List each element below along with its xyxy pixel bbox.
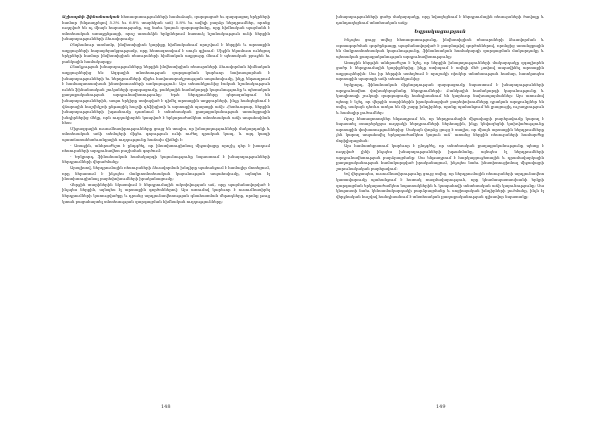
right-page	[300, 0, 600, 424]
paragraph: - Առաջին, անհրաժեշտ է ընդգծել, որ ինստիտուցիոնալ միջավայրը որոշիչ դեր է խաղում ռեսուրսների արդյունավետ բաշխման գործում:	[62, 142, 270, 154]
paragraph: - Երկրորդ, ֆինանսական համակարգի կայունությունը նպաստում է խնայողությունների ներդրումների վերածմանը:	[62, 153, 270, 165]
paragraph: Ընդհանուր առմամբ, ինվեստիցիոն կարիքը հիմնականում որոշվում է ներքին և արտաքին աղբյուրների հարաբերակցությամբ, որը հետազոտվում է սույն գլխում: Միջին եկամուտ ունեցող երկրների համար ինվեստիցիոն ռեսուրսների հիմնական աղբյուրը մնում է պետական բյուջեն եւ բանկային համակարգը:	[62, 41, 270, 64]
paragraph: Այսպիսով, ներդրումային ռեսուրսների ձեւավորման խնդիրը պահանջում է համալիր մոտեցում, որը ներառում է ինչպես մակրոտնտեսական կայունության ապահովումը, այնպես էլ ինստիտուցիոնալ բարեփոխումների իրականացումը:	[62, 165, 270, 182]
paragraph: Միջազգային ուսումնասիրությունները ցույց են տալիս, որ խնայողությունների մակարդակի և տնտեսական աճի տեմպերի միջեւ գոյություն ունի ուժեղ դրական կապ, և այդ կապի պատճառահետեւանքային ուղղությունը հաճախ վիճելի է:	[62, 125, 270, 143]
paragraph: Ինչպես ցույց տվեց հետազոտությունը, ինվեստիցիոն ռեսուրսների ձեւավորման և օգտագործման գործընթացը պայմանավորված է բազմաթիվ գործոններով, որոնցից առանցքային են մակրոտնտեսական կայունությունը, ֆինանսական համակարգի զարգացման մակարդակը և պետական քաղաքականության արդյունավետությունը:	[336, 37, 544, 59]
paragraph: Վերջին տարիներին նկատվում է ներդրումային ակտիվության աճ, որը պայմանավորված է ինչպես ներքին, այնպես էլ արտաքին գործոններով: Այս առումով կարեւոր է ուսումնասիրել ներդրումների կառուցվածքը և դրանց արդյունավետության գնահատման մեթոդները, որոնք թույլ կտան բացահայտել տնտեսության զարգացման հիմնական ուղղությունները:	[62, 181, 270, 204]
paragraph: խնայողությունների ցածր մակարդակը, որը նվազեցնում է ներդրումային ռեսուրսների ծավալը և դանդաղեցնում տնտեսական աճը:	[336, 14, 544, 25]
paragraph: Այս համատեքստում կարեւոր է ընդգծել, որ տնտեսական քաղաքականությունը պետք է ուղղված լինի ինչպես խնայողությունների խթանմանը, այնպես էլ ներդրումների արդյունավետության բարձրացմանը: Սա ենթադրում է հարկաբյուջետային և դրամավարկային քաղաքականության համակարգված իրականացում, ինչպես նաեւ ինստիտուցիոնալ միջավայրի շարունակական բարելավում:	[336, 143, 544, 171]
paragraph-lead: Աշխարհի ֆինանսական	[62, 14, 120, 19]
paragraph: Որոշ հետազոտողներ ենթադրում են, որ ներդրումային միջավայրի բարելավումը կարող է նպաստել օտարերկրյա ուղղակի ներդրումների ներհոսքին, ինչը կնվազեցնի կախվածությունը արտաքին փոխառություններից: Սակայն փորձը ցույց է տալիս, որ միայն արտաքին ներդրումները չեն կարող ապահովել երկարաժամկետ կայուն աճ՝ առանց ներքին ռեսուրսների համարժեք մոբիլիզացման:	[336, 115, 544, 143]
paragraph: Երկրորդ, ֆինանսական միջնորդության զարգացումը նպաստում է խնայողությունների արդյունավետ փոխակերպմանը ներդրումների: Բանկային համակարգի կայունությունը և կապիտալի շուկայի զարգացումը հանդիսանում են կարեւոր նախապայմաններ: Այս առումով պետք է նշել, որ վերջին տարիներին իրականացված բարեփոխումները դրական արդյունքներ են տվել, սակայն դեռևս առկա են մի շարք խնդիրներ, որոնք պահանջում են լրացուցիչ ուշադրություն և համալիր լուծումներ:	[336, 81, 544, 115]
page-number: 148	[161, 404, 171, 410]
paragraph: Եվ վերջապես, ուսումնասիրությունը ցույց տվեց, որ ներդրումային ռեսուրսների արդյունավետ կառավարումը պահանջում է հստակ ռազմավարություն, որը կհամապատասխանի երկրի զարգացման երկարաժամկետ նպատակներին և կապահովի տնտեսական աճի կայունությունը: Սա կնպաստի նաեւ կենսամակարդակի բարձրացմանը և սոցիալական խնդիրների լուծմանը, ինչն էլ վերջնական հաշվով հանդիսանում է տնտեսական քաղաքականության գլխավոր նպատակը:	[336, 171, 544, 199]
section-heading: Եզրակացություն	[414, 29, 466, 36]
paragraph: Առաջին հերթին անհրաժեշտ է նշել, որ ներքին խնայողությունների մակարդակը զգալիորեն ցածր է ներդրումային կարիքներից, ինչը ստիպում է ավելի մեծ չափով ապավինել արտաքին աղբյուրներին: Սա իր հերթին ստեղծում է որոշակի ռիսկեր տնտեսության համար, հատկապես արտաքին պարտքի աճի տեսանկյունից:	[336, 59, 544, 82]
right-text-column	[336, 14, 544, 402]
page-number: 149	[436, 404, 446, 410]
paragraph: Բնակչության խնայողությունները ներքին ինվեստիցիոն ռեսուրսների ձեւավորման հիմնական աղբյուրներից են: Ազգային տնտեսության զարգացման կարեւոր նախապայման է խնայողությունների եւ ներդրումների միջեւ հավասարակշռության ապահովումը, ինչը ենթադրում է համապատասխան ինստիտուտների առկայություն: Այս տեսանկյունից էական նշանակություն ունեն ֆինանսական շուկաների զարգացումը, բանկային համակարգի կայունությունը և պետական քաղաքականության արդյունավետությունը: Եթե ներդրումները գերազանցում են խնայողություններին, ապա երկիրը ստիպված է դիմել արտաքին աղբյուրների, ինչը հանգեցնում է վճարային հաշվեկշռի ընթացիկ հաշվի դեֆիցիտի և արտաքին պարտքի աճի: Հետեւաբար, ներքին խնայողությունների խթանումը դառնում է տնտեսական քաղաքականության առանցքային խնդիրներից մեկը, որն ուղղակիորեն կապված է երկարաժամկետ տնտեսական աճի ապահովման հետ:	[62, 64, 270, 126]
left-text-column	[62, 14, 270, 402]
paragraph: Աշխարհի ֆինանսական հետազոտությունների համաձայն, զարգացած եւ զարգացող երկրների համար (ենթադրելով 5.3% եւ 6.8% տարեկան աճ) 5.8% եւ ավելի բարձր ներդրումներ, որոնք ուղղված են ոչ միայն հարստությանը, այլ նաեւ կայուն զարգացմանը, որը հիմնական պայմանն է տնտեսական առաջընթացի, որոշ առանձին երկրներում հատուկ նշանակություն ունի ներքին խնայողությունների ձեւավորումը:	[62, 14, 270, 42]
